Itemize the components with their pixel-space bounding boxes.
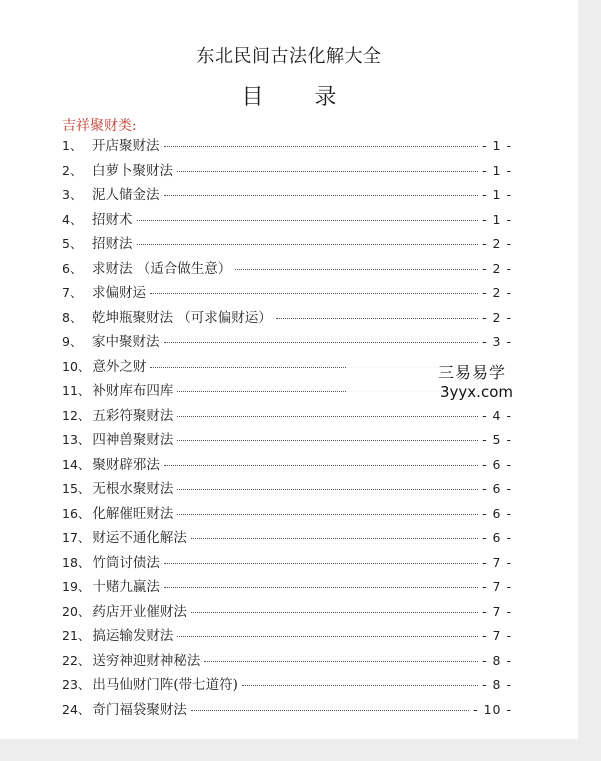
toc-entry-page: - 2 - — [482, 260, 512, 276]
toc-entry-title: 五彩符聚财法 — [92, 407, 174, 424]
toc-entry-page: - 2 - — [482, 309, 512, 325]
bottom-margin — [0, 739, 601, 761]
toc-heading: 目 录 — [241, 85, 359, 110]
toc-entry[interactable] — [62, 673, 512, 698]
toc-entry-page: - 7 - — [482, 603, 512, 619]
toc-entry-number: 17、 — [62, 530, 91, 545]
toc-entry-number: 14、 — [62, 456, 91, 472]
toc-entry-number: 16、 — [62, 505, 91, 521]
toc-entry-title: 招财法 — [92, 236, 133, 252]
toc-entry-page: - 1 - — [482, 162, 512, 178]
dot-leader — [177, 416, 478, 417]
watermark-url: 3yyx.com — [440, 383, 513, 401]
toc-entry-number: 13、 — [62, 432, 91, 447]
toc-entry[interactable] — [62, 624, 512, 649]
toc-entry-title: 无根水聚财法 — [92, 481, 174, 497]
toc-entry-title: 出马仙财门阵(带七道符) — [92, 677, 238, 693]
right-margin — [578, 0, 601, 761]
toc-entry-number: 1、 — [62, 138, 83, 153]
toc-entry-page: - 7 - — [482, 579, 512, 594]
dot-leader — [242, 685, 478, 686]
toc-entry-title: 意外之财 — [92, 358, 147, 375]
toc-entry-page: - 7 - — [482, 554, 512, 570]
toc-entry-page: - 10 - — [473, 701, 512, 717]
toc-entry-page: - 3 - — [482, 334, 512, 349]
toc-entry[interactable] — [62, 600, 512, 625]
dot-leader — [164, 146, 479, 147]
toc-entry-number: 4、 — [62, 211, 83, 227]
toc-entry-page: - 1 - — [482, 187, 512, 202]
toc-entry[interactable] — [62, 502, 512, 527]
toc-entry[interactable] — [62, 208, 512, 233]
toc-entry-page: - 2 - — [482, 285, 512, 300]
dot-leader — [164, 563, 478, 564]
dot-leader — [191, 710, 469, 711]
toc-entry-number: 7、 — [62, 285, 83, 300]
toc-entry[interactable] — [62, 330, 512, 355]
toc-entry[interactable] — [62, 477, 512, 502]
toc-entry[interactable] — [62, 428, 512, 453]
dot-leader — [177, 171, 478, 172]
toc-entry-title: 奇门福袋聚财法 — [92, 701, 187, 718]
toc-entry[interactable] — [62, 649, 512, 674]
toc-entry-title: 家中聚财法 — [92, 334, 160, 350]
dot-leader — [164, 465, 478, 466]
toc-entry-title: 四神兽聚财法 — [92, 432, 174, 448]
category-label: 吉祥聚财类: — [62, 118, 137, 134]
toc-entry[interactable] — [62, 232, 512, 257]
toc-entry-number: 23、 — [62, 677, 91, 692]
toc-entry-title: 泥人储金法 — [92, 187, 160, 203]
toc-entry-title: 开店聚财法 — [92, 138, 160, 154]
toc-entry-number: 8、 — [62, 309, 83, 325]
toc-entry[interactable] — [62, 551, 512, 576]
toc-entry-page: - 6 - — [482, 481, 512, 496]
toc-entry-page: - 6 - — [482, 456, 512, 472]
toc-entry-title: 化解催旺财法 — [92, 505, 174, 522]
toc-entry-number: 15、 — [62, 481, 91, 496]
toc-entry[interactable] — [62, 257, 512, 282]
dot-leader — [177, 636, 478, 637]
toc-entry[interactable] — [62, 526, 512, 551]
toc-entry[interactable] — [62, 306, 512, 331]
dot-leader — [204, 661, 478, 662]
document-title: 东北民间古法化解大全 — [196, 46, 382, 67]
dot-leader — [164, 342, 479, 343]
toc-entry-page: - 8 - — [482, 677, 512, 692]
toc-entry-number: 21、 — [62, 628, 91, 643]
dot-leader — [137, 244, 479, 245]
toc-entry[interactable] — [62, 183, 512, 208]
toc-entry-number: 22、 — [62, 652, 91, 668]
dot-leader — [177, 514, 478, 515]
dot-leader — [191, 612, 478, 613]
toc-entry-number: 12、 — [62, 407, 91, 423]
dot-leader — [150, 293, 478, 294]
toc-entry[interactable] — [62, 453, 512, 478]
toc-entry-title: 竹筒讨债法 — [92, 554, 160, 571]
toc-entry-number: 3、 — [62, 187, 83, 202]
dot-leader — [191, 538, 478, 539]
toc-entry[interactable] — [62, 134, 512, 159]
toc-entry-title: 招财术 — [92, 211, 133, 228]
toc-entry-number: 20、 — [62, 603, 91, 619]
toc-entry[interactable] — [62, 575, 512, 600]
dot-leader — [235, 269, 478, 270]
toc-entry-number: 5、 — [62, 236, 83, 251]
toc-entry-page: - 6 - — [482, 505, 512, 521]
toc-entry-page: - 2 - — [482, 236, 512, 251]
toc-entry-page: - 1 - — [482, 211, 512, 227]
toc-entry-page: - 5 - — [482, 432, 512, 447]
dot-leader — [164, 587, 478, 588]
toc-entry-page: - 8 - — [482, 652, 512, 668]
toc-entry-number: 18、 — [62, 554, 91, 570]
toc-list — [62, 134, 512, 722]
dot-leader — [137, 220, 479, 221]
toc-entry-page: - 6 - — [482, 530, 512, 545]
toc-entry-number: 10、 — [62, 358, 91, 374]
toc-entry-title: 求偏财运 — [92, 285, 146, 301]
dot-leader — [177, 489, 478, 490]
toc-entry-title: 药店开业催财法 — [92, 603, 187, 620]
toc-entry-title: 十赌九赢法 — [92, 579, 160, 595]
toc-entry[interactable] — [62, 159, 512, 184]
toc-entry-title: 白萝卜聚财法 — [92, 162, 173, 179]
watermark-text: 三易易学 — [438, 363, 507, 382]
dot-leader — [177, 440, 478, 441]
toc-entry-number: 11、 — [62, 383, 91, 398]
toc-entry-number: 19、 — [62, 579, 91, 594]
toc-entry-title: 财运不通化解法 — [92, 530, 187, 546]
toc-entry-title: 乾坤瓶聚财法 （可求偏财运） — [92, 309, 272, 326]
toc-entry-number: 24、 — [62, 701, 91, 717]
toc-entry-title: 送穷神迎财神秘法 — [92, 652, 201, 669]
toc-entry-number: 9、 — [62, 334, 83, 349]
toc-entry-number: 6、 — [62, 260, 83, 276]
toc-entry-title: 聚财辟邪法 — [92, 456, 160, 473]
dot-leader — [276, 318, 478, 319]
toc-entry-page: - 4 - — [482, 407, 512, 423]
toc-entry-page: - 1 - — [482, 138, 512, 153]
toc-entry[interactable] — [62, 698, 512, 723]
toc-entry-title: 求财法 （适合做生意） — [92, 260, 232, 277]
toc-entry-page: - 7 - — [482, 628, 512, 643]
toc-entry-number: 2、 — [62, 162, 83, 178]
dot-leader — [164, 195, 479, 196]
toc-entry-title: 补财库布四库 — [92, 383, 174, 399]
toc-entry[interactable] — [62, 281, 512, 306]
toc-entry-title: 搞运输发财法 — [92, 628, 174, 644]
